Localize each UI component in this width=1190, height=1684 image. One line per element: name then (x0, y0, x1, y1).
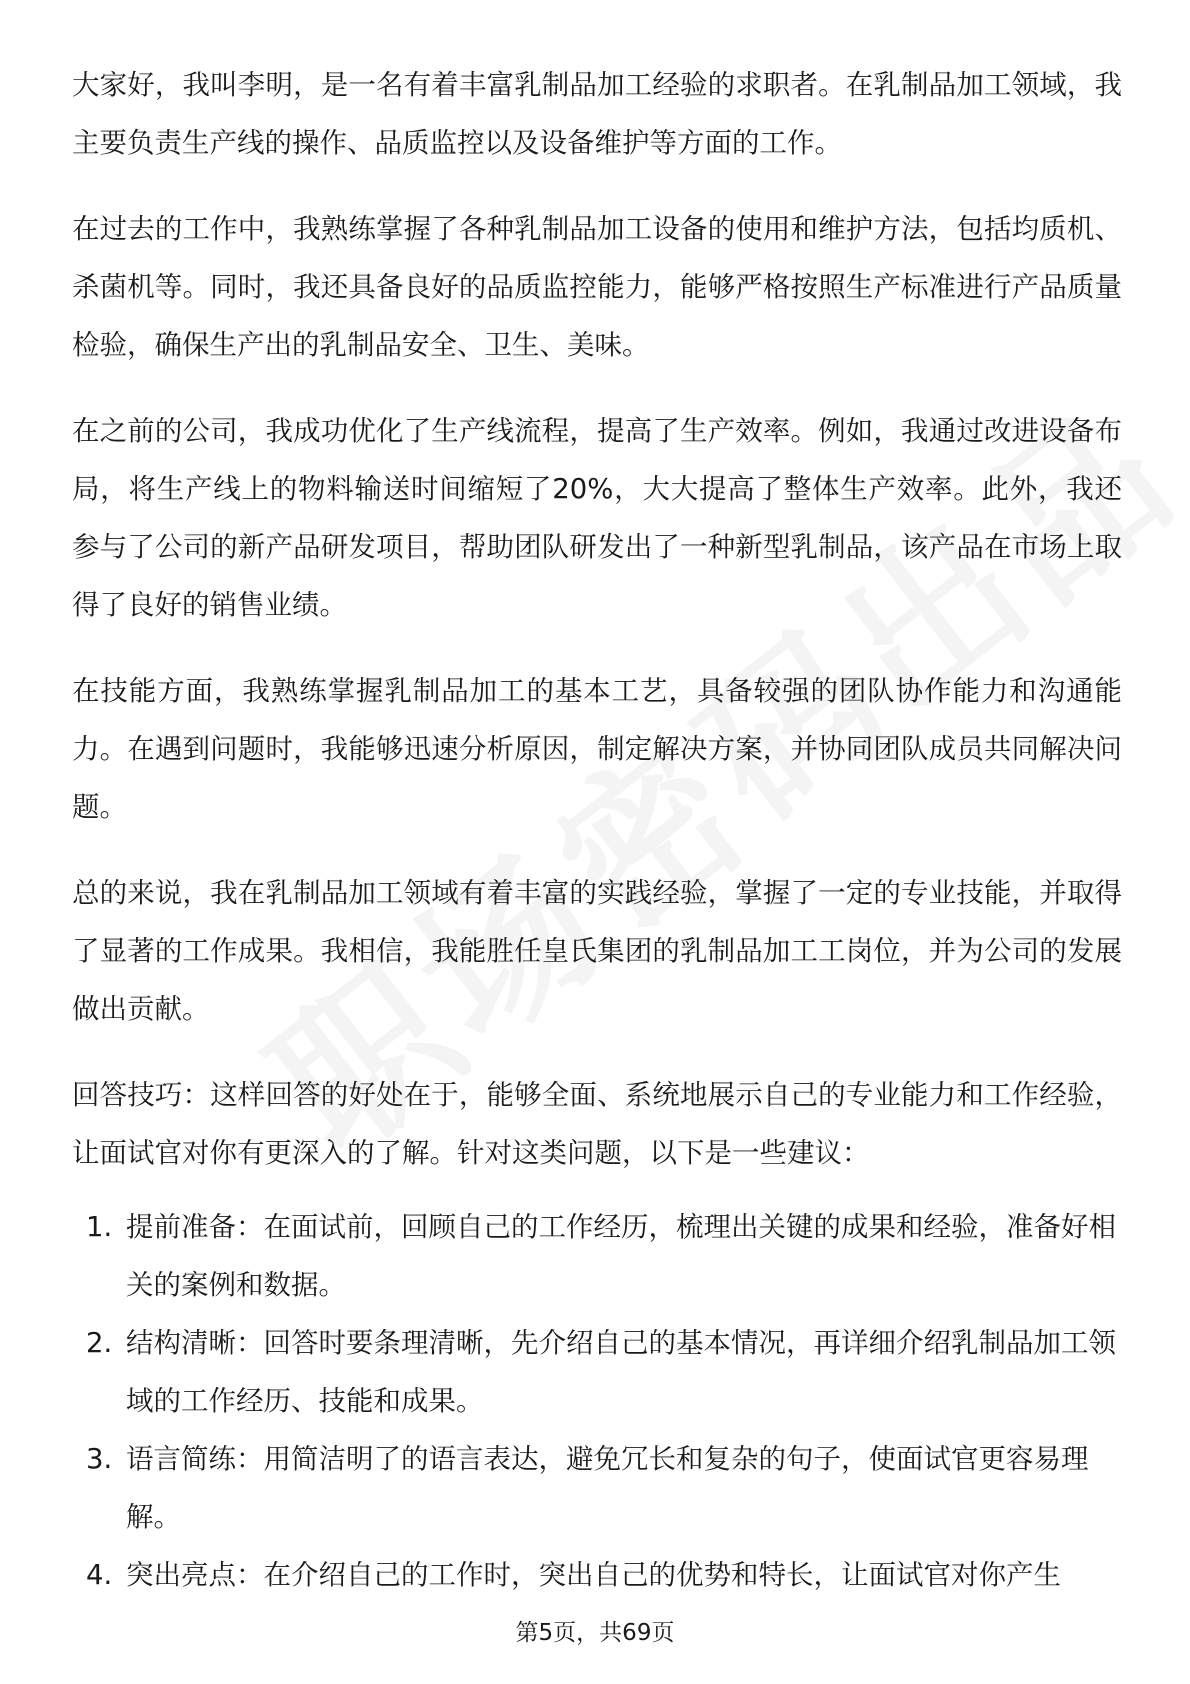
tips-intro: 回答技巧：这样回答的好处在于，能够全面、系统地展示自己的专业能力和工作经验，让面试官对你有更深入的了解。针对这类问题，以下是一些建议： (72, 1079, 1122, 1169)
paragraph-intro: 大家好，我叫李明，是一名有着丰富乳制品加工经验的求职者。在乳制品加工领域，我主要负责生产线的操作、品质监控以及设备维护等方面的工作。 (72, 69, 1122, 159)
tips-list (72, 1198, 1122, 1604)
list-item-text: 结构清晰：回答时要条理清晰，先介绍自己的基本情况，再详细介绍乳制品加工领域的工作经历、技能和成果。 (126, 1327, 1116, 1417)
list-item (72, 1198, 1122, 1314)
list-number: 4. (86, 1559, 113, 1591)
list-number: 3. (86, 1443, 113, 1475)
page-number: 第5页，共69页 (515, 1620, 675, 1646)
paragraph-achievements: 在之前的公司，我成功优化了生产线流程，提高了生产效率。例如，我通过改进设备布局，将生产线上的物料输送时间缩短了20%，大大提高了整体生产效率。此外，我还参与了公司的新产品研发项目，帮助团队研发出了一种新型乳制品，该产品在市场上取得了良好的销售业绩。 (72, 415, 1122, 621)
document-body (72, 56, 1122, 1604)
paragraph-skills: 在技能方面，我熟练掌握乳制品加工的基本工艺，具备较强的团队协作能力和沟通能力。在遇到问题时，我能够迅速分析原因，制定解决方案，并协同团队成员共同解决问题。 (72, 675, 1122, 823)
list-number: 1. (86, 1211, 113, 1243)
paragraph-summary: 总的来说，我在乳制品加工领域有着丰富的实践经验，掌握了一定的专业技能，并取得了显著的工作成果。我相信，我能胜任皇氏集团的乳制品加工工岗位，并为公司的发展做出贡献。 (72, 877, 1122, 1025)
paragraph-experience: 在过去的工作中，我熟练掌握了各种乳制品加工设备的使用和维护方法，包括均质机、杀菌机等。同时，我还具备良好的品质监控能力，能够严格按照生产标准进行产品质量检验，确保生产出的乳制品安全、卫生、美味。 (72, 213, 1122, 361)
list-item (72, 1546, 1122, 1604)
list-item-text: 突出亮点：在介绍自己的工作时，突出自己的优势和特长，让面试官对你产生 (126, 1559, 1061, 1591)
list-item (72, 1314, 1122, 1430)
list-item (72, 1430, 1122, 1546)
list-item-text: 语言简练：用简洁明了的语言表达，避免冗长和复杂的句子，使面试官更容易理解。 (126, 1443, 1089, 1533)
list-item-text: 提前准备：在面试前，回顾自己的工作经历，梳理出关键的成果和经验，准备好相关的案例和数据。 (126, 1211, 1116, 1301)
list-number: 2. (86, 1327, 113, 1359)
